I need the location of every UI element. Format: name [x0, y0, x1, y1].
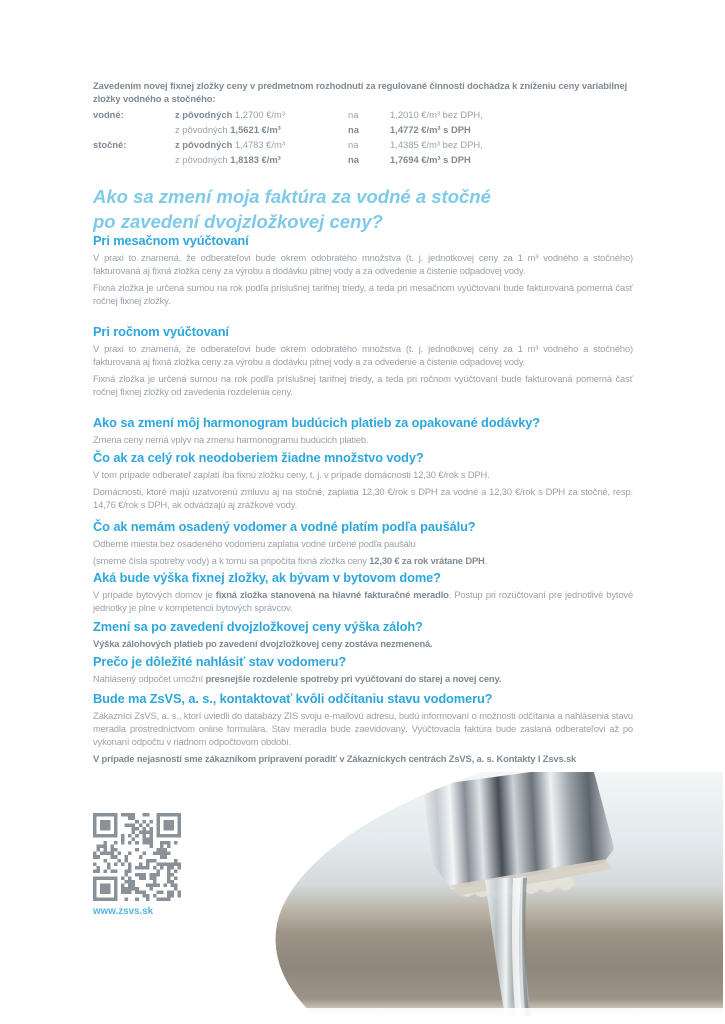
section-paragraph: V tom prípade odberateľ zaplatí iba fixnú zložku ceny, t. j. v prípade domácnosti 12,30 €/rok s DPH. [93, 469, 490, 480]
section-paragraph: Zákazníci ZsVS, a. s., ktorí uviedli do databázy ZIS svoju e-mailovú adresu, budú informovaní o možnosti odčítania a nahlásenia stavu meradla prostredníctvom online formulára. Stav meradla bude zaevidovaný. Vyúčtovacia faktúra bude zaslaná odberateľovi až po vykonaní odpočtu v riadnom odpočtovom období. [93, 710, 633, 747]
section-heading: Ako sa zmení môj harmonogram budúcich platieb za opakované dodávky? [93, 415, 540, 430]
price-table [93, 107, 633, 167]
faq-section-no-consumption [93, 450, 633, 511]
water-tap-photo-canvas [263, 772, 723, 1016]
price-row [93, 107, 633, 122]
section-paragraph: V prípade nejasností sme zákazníkom pripravení poradiť v Zákazníckych centrách ZsVS, a. s. Kontakty I Zsvs.sk [93, 753, 577, 764]
faq-section-payment-schedule [93, 415, 633, 446]
page-title-line2: po zavedení dvojzložkovej ceny? [93, 211, 383, 232]
faq-section-report-meter [93, 654, 633, 685]
section-paragraph: (smerné čísla spotreby vody) a k tomu sa pripočíta fixná zložka ceny 12,30 € za rok vrátane DPH. [93, 555, 488, 566]
price-from: z pôvodných 1,8183 €/m³ [175, 154, 281, 166]
price-to: 1,2010 €/m³ bez DPH, [390, 109, 483, 120]
faq-section-advance-payments [93, 619, 633, 650]
price-label [93, 152, 175, 167]
section-heading: Čo ak za celý rok neodoberiem žiadne množstvo vody? [93, 450, 424, 465]
section-heading: Prečo je dôležité nahlásiť stav vodomeru? [93, 654, 347, 669]
qr-code [93, 813, 181, 901]
faq-section-apartment-building [93, 570, 633, 614]
section-paragraph: V praxi to znamená, že odberateľovi bude okrem odobratého množstva (t. j. jednotkovej ceny za 1 m³ vodného a stočného) fakturovaná aj fixná zložka ceny za výrobu a dodávku pitnej vody a za odvedenie a čistenie odpadovej vody. [93, 343, 633, 367]
website-link[interactable]: www.zsvs.sk [93, 906, 154, 917]
section-paragraph: Nahlásený odpočet umožní presnejšie rozdelenie spotreby pri vyúčtovaní do starej a novej ceny. [93, 673, 502, 684]
section-heading: Čo ak nemám osadený vodomer a vodné platím podľa paušálu? [93, 519, 476, 534]
faq-section-monthly-billing [93, 233, 633, 307]
page-title [93, 184, 633, 234]
price-row [93, 137, 633, 152]
price-from: z pôvodných 1,4783 €/m³ [175, 139, 285, 151]
page-title-line1: Ako sa zmení moja faktúra za vodné a stočné [93, 186, 491, 207]
section-paragraph: Domácnosti, ktoré majú uzatvorenú zmluvu aj na stočné, zaplatia 12,30 €/rok s DPH za vodné a 12,30 €/rok s DPH za stočné, resp. 14,76 €/rok s DPH, ak odvádzajú aj zrážkové vody. [93, 486, 633, 510]
price-conjunction: na [348, 109, 359, 120]
section-paragraph: V praxi to znamená, že odberateľovi bude okrem odobratého množstva (t. j. jednotkovej ceny za 1 m³ vodného a stočného) fakturovaná aj fixná zložka ceny za výrobu a dodávku pitnej vody a za odvedenie a čistenie odpadovej vody. [93, 252, 633, 276]
price-to: 1,4385 €/m³ bez DPH, [390, 139, 483, 151]
section-paragraph: Odberné miesta bez osadeného vodomeru zaplatia vodné určené podľa paušálu [93, 538, 416, 549]
price-row [93, 152, 633, 167]
price-conjunction: na [348, 139, 359, 151]
price-label [93, 122, 175, 137]
price-to: 1,7694 €/m³ s DPH [390, 154, 471, 166]
section-paragraph: Výška zálohových platieb po zavedení dvojzložkovej ceny zostáva nezmenená. [93, 638, 433, 649]
price-conjunction: na [348, 154, 359, 166]
section-paragraph: Fixná zložka je určená sumou na rok podľa príslušnej tarifnej triedy, a teda pri ročnom vyúčtovaní bude fakturovaná pomerná časť ročnej fixnej zložky od zavedenia rozdelenia ceny. [93, 373, 633, 397]
section-heading: Bude ma ZsVS, a. s., kontaktovať kvôli odčítaniu stavu vodomeru? [93, 691, 493, 706]
price-from: z pôvodných 1,5621 €/m³ [175, 124, 281, 136]
section-paragraph: V prípade bytových domov je fixná zložka stanovená na hlavné fakturačné meradlo. Postup pri rozúčtovaní pre jednotlivé bytové jednotky je plne v kompetencii bytových správcov. [93, 589, 634, 613]
price-label: stočné: [93, 139, 127, 151]
faq-section-no-meter [93, 519, 633, 567]
qr-code-pattern [93, 813, 181, 901]
faq-section-yearly-billing [93, 324, 633, 398]
price-to: 1,4772 €/m³ s DPH [390, 124, 471, 136]
price-row [93, 122, 633, 137]
intro-text: Zavedením novej fixnej zložky ceny v predmetnom rozhodnutí za regulované činnosti dochádza k zníženiu ceny variabilnej zložky vodného a stočného: [93, 80, 628, 104]
section-heading: Zmení sa po zavedení dvojzložkovej ceny výška záloh? [93, 619, 423, 634]
water-tap-photo [263, 772, 723, 1016]
section-paragraph: Zmena ceny nemá vplyv na zmenu harmonogramu budúcich platieb. [93, 434, 369, 445]
section-heading: Pri ročnom vyúčtovaní [93, 324, 229, 339]
section-heading: Pri mesačnom vyúčtovaní [93, 233, 249, 248]
section-heading: Aká bude výška fixnej zložky, ak bývam v bytovom dome? [93, 570, 441, 585]
photo-bottom-fade [263, 1008, 723, 1016]
price-label: vodné: [93, 109, 124, 120]
price-from: z pôvodných 1,2700 €/m³ [175, 109, 285, 120]
faq-section-contact-reading [93, 691, 633, 765]
section-paragraph: Fixná zložka je určená sumou na rok podľa príslušnej tarifnej triedy, a teda pri mesačnom vyúčtovaní bude fakturovaná pomerná časť ročnej fixnej zložky. [93, 282, 633, 306]
price-conjunction: na [348, 124, 359, 136]
